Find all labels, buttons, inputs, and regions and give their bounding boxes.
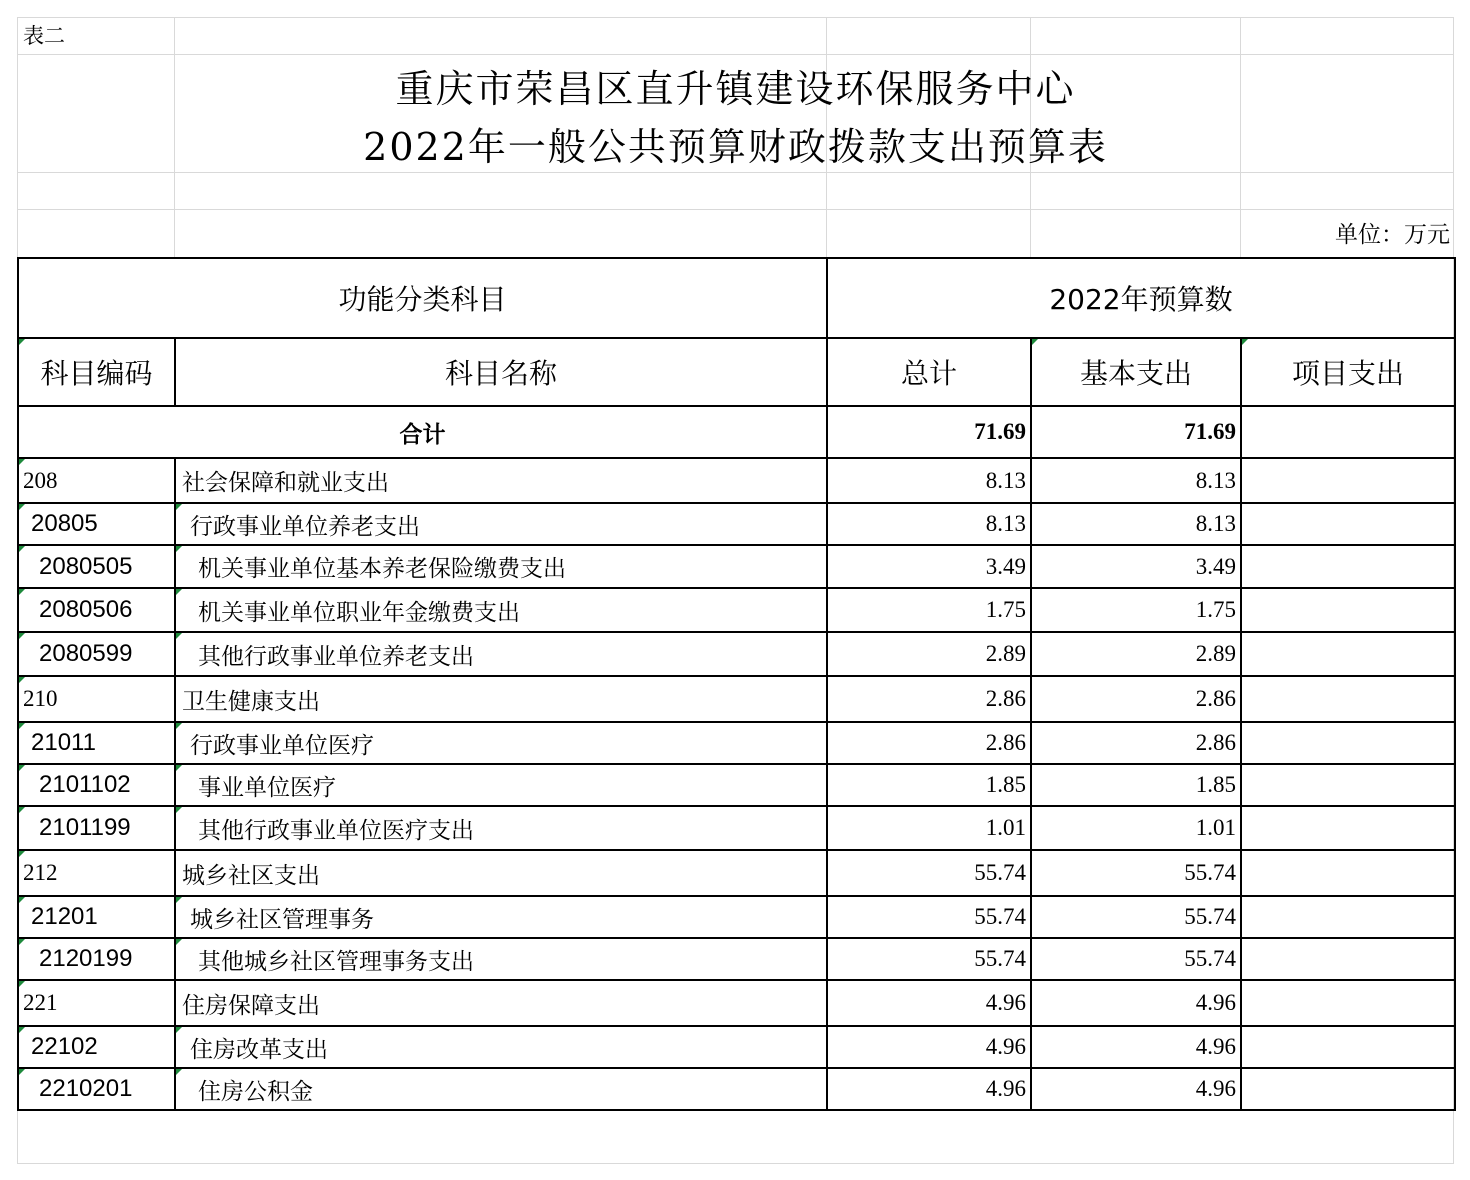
row-name: 住房保障支出 bbox=[175, 980, 827, 1026]
row-code: 2120199 bbox=[18, 938, 175, 980]
grid-row-line bbox=[17, 54, 1454, 55]
row-total: 2.89 bbox=[827, 632, 1031, 676]
row-project bbox=[1241, 896, 1455, 938]
row-name: 住房公积金 bbox=[175, 1068, 827, 1110]
row-basic: 2.86 bbox=[1031, 722, 1241, 764]
grid-row-line bbox=[17, 1163, 1454, 1164]
row-name: 城乡社区管理事务 bbox=[175, 896, 827, 938]
row-project bbox=[1241, 850, 1455, 896]
table-row bbox=[18, 632, 1455, 676]
code-header: 科目编码 bbox=[18, 338, 175, 406]
row-total: 1.75 bbox=[827, 588, 1031, 632]
name-header: 科目名称 bbox=[175, 338, 827, 406]
table-row bbox=[18, 764, 1455, 806]
table-row bbox=[18, 458, 1455, 503]
row-name: 其他城乡社区管理事务支出 bbox=[175, 938, 827, 980]
row-code: 2101102 bbox=[18, 764, 175, 806]
table-row bbox=[18, 503, 1455, 545]
table-row bbox=[18, 545, 1455, 588]
row-basic: 2.89 bbox=[1031, 632, 1241, 676]
total-total: 71.69 bbox=[827, 406, 1031, 458]
budget-year-header: 2022年预算数 bbox=[827, 258, 1455, 338]
total-project bbox=[1241, 406, 1455, 458]
row-basic: 3.49 bbox=[1031, 545, 1241, 588]
table-row bbox=[18, 588, 1455, 632]
table-row bbox=[18, 850, 1455, 896]
row-code: 212 bbox=[18, 850, 175, 896]
row-total: 4.96 bbox=[827, 980, 1031, 1026]
row-total: 4.96 bbox=[827, 1068, 1031, 1110]
project-header: 项目支出 bbox=[1241, 338, 1455, 406]
total-basic: 71.69 bbox=[1031, 406, 1241, 458]
row-total: 2.86 bbox=[827, 676, 1031, 722]
row-name: 其他行政事业单位医疗支出 bbox=[175, 806, 827, 850]
basic-header: 基本支出 bbox=[1031, 338, 1241, 406]
row-name: 其他行政事业单位养老支出 bbox=[175, 632, 827, 676]
row-code: 21011 bbox=[18, 722, 175, 764]
row-project bbox=[1241, 458, 1455, 503]
header-row-1 bbox=[18, 258, 1455, 338]
row-total: 55.74 bbox=[827, 896, 1031, 938]
row-code: 20805 bbox=[18, 503, 175, 545]
row-project bbox=[1241, 806, 1455, 850]
row-basic: 1.01 bbox=[1031, 806, 1241, 850]
row-project bbox=[1241, 1068, 1455, 1110]
row-project bbox=[1241, 722, 1455, 764]
row-total: 1.85 bbox=[827, 764, 1031, 806]
row-code: 2080506 bbox=[18, 588, 175, 632]
row-basic: 8.13 bbox=[1031, 503, 1241, 545]
table-row bbox=[18, 676, 1455, 722]
row-basic: 1.75 bbox=[1031, 588, 1241, 632]
row-name: 机关事业单位职业年金缴费支出 bbox=[175, 588, 827, 632]
table-row bbox=[18, 896, 1455, 938]
row-basic: 55.74 bbox=[1031, 938, 1241, 980]
row-name: 社会保障和就业支出 bbox=[175, 458, 827, 503]
row-basic: 8.13 bbox=[1031, 458, 1241, 503]
total-label: 合计 bbox=[18, 406, 827, 458]
row-name: 住房改革支出 bbox=[175, 1026, 827, 1068]
row-project bbox=[1241, 676, 1455, 722]
row-code: 208 bbox=[18, 458, 175, 503]
row-basic: 55.74 bbox=[1031, 850, 1241, 896]
row-code: 21201 bbox=[18, 896, 175, 938]
row-name: 城乡社区支出 bbox=[175, 850, 827, 896]
table-row bbox=[18, 938, 1455, 980]
title-line-2: 2022年一般公共预算财政拨款支出预算表 bbox=[363, 125, 1108, 169]
row-name: 行政事业单位养老支出 bbox=[175, 503, 827, 545]
row-project bbox=[1241, 1026, 1455, 1068]
row-name: 事业单位医疗 bbox=[175, 764, 827, 806]
row-total: 1.01 bbox=[827, 806, 1031, 850]
row-code: 22102 bbox=[18, 1026, 175, 1068]
row-name: 行政事业单位医疗 bbox=[175, 722, 827, 764]
header-row-2 bbox=[18, 338, 1455, 406]
row-basic: 2.86 bbox=[1031, 676, 1241, 722]
row-basic: 1.85 bbox=[1031, 764, 1241, 806]
row-basic: 4.96 bbox=[1031, 980, 1241, 1026]
row-total: 2.86 bbox=[827, 722, 1031, 764]
table-row bbox=[18, 1026, 1455, 1068]
table-row bbox=[18, 980, 1455, 1026]
unit-label: 单位：万元 bbox=[1335, 222, 1450, 248]
sheet-label: 表二 bbox=[23, 24, 65, 48]
row-basic: 55.74 bbox=[1031, 896, 1241, 938]
row-total: 3.49 bbox=[827, 545, 1031, 588]
grid-row-line bbox=[17, 172, 1454, 173]
row-total: 4.96 bbox=[827, 1026, 1031, 1068]
row-name: 卫生健康支出 bbox=[175, 676, 827, 722]
grid-row-line bbox=[17, 209, 1454, 210]
budget-table bbox=[17, 257, 1456, 1111]
row-code: 2210201 bbox=[18, 1068, 175, 1110]
row-code: 2080505 bbox=[18, 545, 175, 588]
row-total: 55.74 bbox=[827, 850, 1031, 896]
title-line-1: 重庆市荣昌区直升镇建设环保服务中心 bbox=[395, 67, 1076, 111]
row-name: 机关事业单位基本养老保险缴费支出 bbox=[175, 545, 827, 588]
row-code: 2080599 bbox=[18, 632, 175, 676]
total-header: 总计 bbox=[827, 338, 1031, 406]
row-project bbox=[1241, 503, 1455, 545]
row-project bbox=[1241, 980, 1455, 1026]
row-project bbox=[1241, 588, 1455, 632]
row-project bbox=[1241, 938, 1455, 980]
row-basic: 4.96 bbox=[1031, 1068, 1241, 1110]
row-total: 8.13 bbox=[827, 503, 1031, 545]
row-total: 55.74 bbox=[827, 938, 1031, 980]
row-project bbox=[1241, 764, 1455, 806]
row-total: 8.13 bbox=[827, 458, 1031, 503]
row-code: 2101199 bbox=[18, 806, 175, 850]
row-basic: 4.96 bbox=[1031, 1026, 1241, 1068]
table-row bbox=[18, 806, 1455, 850]
function-class-header: 功能分类科目 bbox=[18, 258, 827, 338]
row-project bbox=[1241, 632, 1455, 676]
row-code: 221 bbox=[18, 980, 175, 1026]
grid-row-line bbox=[17, 17, 1454, 18]
row-project bbox=[1241, 545, 1455, 588]
table-row bbox=[18, 722, 1455, 764]
total-row bbox=[18, 406, 1455, 458]
table-row bbox=[18, 1068, 1455, 1110]
row-code: 210 bbox=[18, 676, 175, 722]
